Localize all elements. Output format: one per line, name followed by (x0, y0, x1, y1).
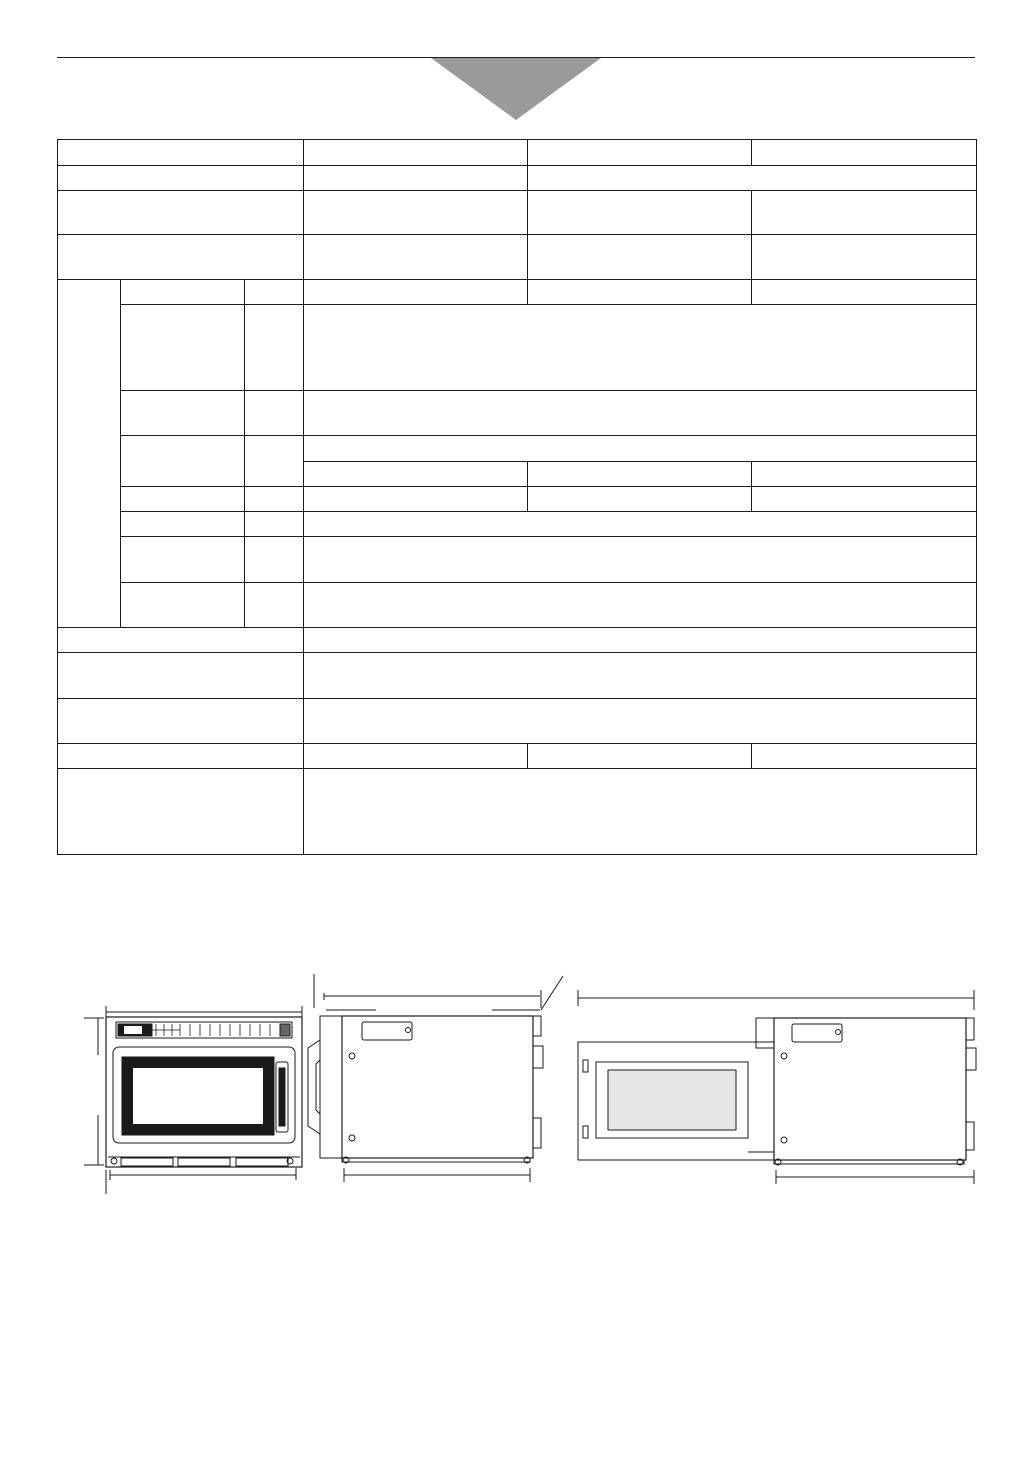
table-cell (121, 512, 245, 537)
table-cell (245, 391, 304, 436)
table-cell (245, 583, 304, 628)
table-cell (121, 391, 245, 436)
table-cell (304, 769, 977, 855)
table-cell (58, 235, 304, 280)
table-cell (58, 699, 304, 744)
table-cell (752, 235, 977, 280)
table-cell (304, 305, 977, 391)
table-cell (304, 583, 977, 628)
table-cell (245, 305, 304, 391)
table-cell (121, 280, 245, 305)
table-cell (304, 512, 977, 537)
table-cell (121, 583, 245, 628)
table-row (58, 166, 977, 191)
table-cell (121, 305, 245, 391)
table-cell (304, 628, 977, 653)
table-cell (752, 280, 977, 305)
table-cell (58, 628, 304, 653)
table-row (58, 280, 977, 305)
dimension-drawings (0, 960, 1032, 1200)
table-cell (304, 280, 528, 305)
table-cell (304, 653, 977, 699)
table-cell (752, 191, 977, 235)
side-view-open-drawing (578, 990, 976, 1184)
table-row (58, 487, 977, 512)
table-row (58, 653, 977, 699)
table-cell (304, 462, 528, 487)
table-cell (528, 744, 752, 769)
table-cell (752, 140, 977, 166)
table-cell (58, 191, 304, 235)
table-cell (528, 487, 752, 512)
table-row (58, 140, 977, 166)
front-view-drawing (84, 1006, 302, 1194)
table-cell (304, 487, 528, 512)
table-row (58, 583, 977, 628)
table-cell (304, 436, 977, 462)
specification-table (57, 139, 977, 855)
table-row (58, 235, 977, 280)
table-cell (528, 280, 752, 305)
table-cell (121, 537, 245, 583)
table-row (58, 744, 977, 769)
table-cell (304, 391, 977, 436)
table-row (58, 436, 977, 462)
table-cell (304, 537, 977, 583)
table-cell (528, 166, 977, 191)
table-row (58, 699, 977, 744)
table-cell (245, 512, 304, 537)
table-cell (304, 744, 528, 769)
table-cell (58, 653, 304, 699)
table-cell (752, 744, 977, 769)
table-cell (304, 140, 528, 166)
table-cell (245, 280, 304, 305)
table-row (58, 305, 977, 391)
table-cell (245, 487, 304, 512)
table-row (58, 769, 977, 855)
table-cell (121, 487, 245, 512)
table-row (58, 191, 977, 235)
table-row (58, 391, 977, 436)
table-cell (528, 462, 752, 487)
table-row (58, 537, 977, 583)
table-cell (58, 744, 304, 769)
table-cell (121, 436, 245, 487)
table-cell (245, 436, 304, 487)
table-cell (58, 140, 304, 166)
table-cell (304, 235, 528, 280)
table-cell (304, 699, 977, 744)
table-cell (58, 166, 304, 191)
table-cell (528, 140, 752, 166)
table-cell (528, 191, 752, 235)
side-view-closed-drawing (308, 974, 563, 1182)
table-cell (752, 487, 977, 512)
table-cell (528, 235, 752, 280)
table-cell (58, 769, 304, 855)
table-cell (752, 462, 977, 487)
table-group-cell (58, 280, 121, 628)
table-row (58, 628, 977, 653)
table-cell (245, 537, 304, 583)
table-cell (304, 166, 528, 191)
table-row (58, 512, 977, 537)
table-cell (304, 191, 528, 235)
header-triangle-badge (430, 58, 602, 122)
